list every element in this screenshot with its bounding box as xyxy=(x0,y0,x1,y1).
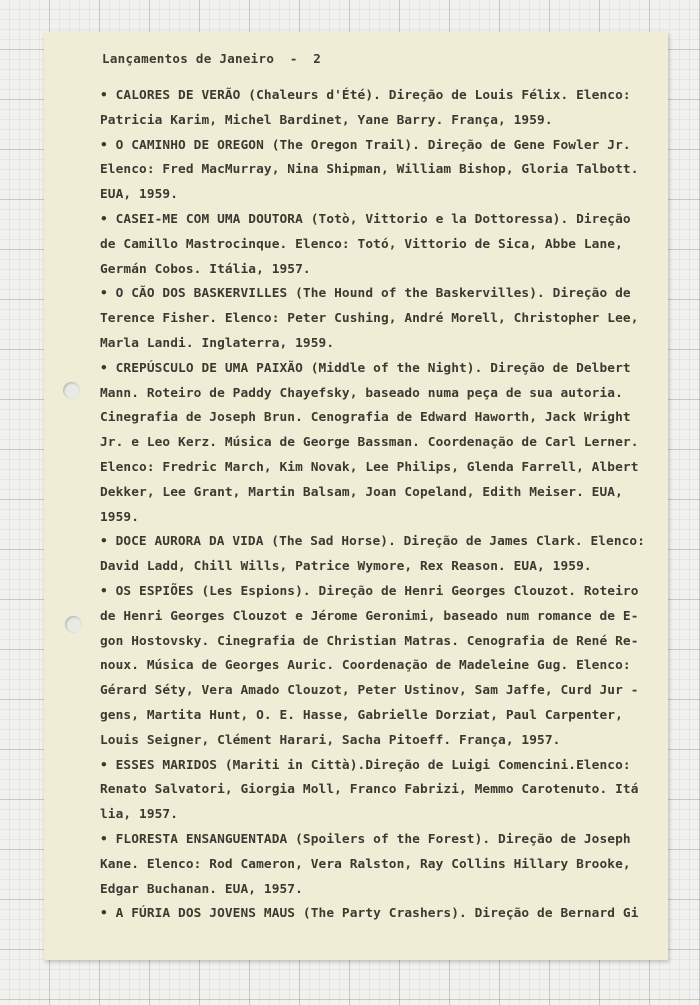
punch-hole xyxy=(63,382,80,399)
text-line: • ESSES MARIDOS (Mariti in Città).Direção de Luigi Comencini.Elenco: xyxy=(100,757,631,773)
text-line: Terence Fisher. Elenco: Peter Cushing, André Morell, Christopher Lee, xyxy=(100,311,639,327)
film-entry xyxy=(100,84,640,134)
text-line: Elenco: Fred MacMurray, Nina Shipman, William Bishop, Gloria Talbott. xyxy=(100,162,639,178)
text-line: • A FÚRIA DOS JOVENS MAUS (The Party Crashers). Direção de Bernard Gi xyxy=(100,906,639,922)
text-line: David Ladd, Chill Wills, Patrice Wymore, Rex Reason. EUA, 1959. xyxy=(100,559,592,575)
text-line: • DOCE AURORA DA VIDA (The Sad Horse). Direção de James Clark. Elenco: xyxy=(100,534,645,550)
text-line: • FLORESTA ENSANGUENTADA (Spoilers of the Forest). Direção de Joseph xyxy=(100,831,631,847)
film-entry xyxy=(100,208,640,282)
text-line: • O CÃO DOS BASKERVILLES (The Hound of the Baskervilles). Direção de xyxy=(100,286,631,302)
text-line: • CREPÚSCULO DE UMA PAIXÃO (Middle of the Night). Direção de Delbert xyxy=(100,360,631,376)
text-line: Renato Salvatori, Giorgia Moll, Franco Fabrizi, Memmo Carotenuto. Itá xyxy=(100,782,639,798)
text-line: Kane. Elenco: Rod Cameron, Vera Ralston, Ray Collins Hillary Brooke, xyxy=(100,856,631,872)
text-line: Gérard Séty, Vera Amado Clouzot, Peter Ustinov, Sam Jaffe, Curd Jur - xyxy=(100,683,639,699)
text-line: EUA, 1959. xyxy=(100,187,179,203)
text-line: Mann. Roteiro de Paddy Chayefsky, baseado numa peça de sua autoria. xyxy=(100,385,623,401)
film-entry xyxy=(100,134,640,208)
text-line: Dekker, Lee Grant, Martin Balsam, Joan Copeland, Edith Meiser. EUA, xyxy=(100,484,623,500)
punch-hole xyxy=(65,616,82,633)
film-entry xyxy=(100,580,640,754)
text-line: Patricia Karim, Michel Bardinet, Yane Barry. França, 1959. xyxy=(100,112,553,128)
film-entry xyxy=(100,754,640,828)
text-line: noux. Música de Georges Auric. Coordenação de Madeleine Gug. Elenco: xyxy=(100,658,631,674)
text-line: • OS ESPIÕES (Les Espions). Direção de Henri Georges Clouzot. Roteiro xyxy=(100,583,639,599)
text-line: Marla Landi. Inglaterra, 1959. xyxy=(100,335,335,351)
text-line: 1959. xyxy=(100,509,140,525)
typed-page xyxy=(44,32,668,960)
film-entry xyxy=(100,357,640,531)
text-line: Germán Cobos. Itália, 1957. xyxy=(100,261,311,277)
text-line: Jr. e Leo Kerz. Música de George Bassman. Coordenação de Carl Lerner. xyxy=(100,435,639,451)
text-line: Elenco: Fredric March, Kim Novak, Lee Philips, Glenda Farrell, Albert xyxy=(100,459,639,475)
text-line: • CASEI-ME COM UMA DOUTORA (Totò, Vittorio e la Dottoressa). Direção xyxy=(100,211,631,227)
text-line: de Henri Georges Clouzot e Jérome Geronimi, baseado num romance de E- xyxy=(100,608,639,624)
text-line: • CALORES DE VERÃO (Chaleurs d'Été). Direção de Louis Félix. Elenco: xyxy=(100,88,631,103)
text-line: gens, Martita Hunt, O. E. Hasse, Gabrielle Dorziat, Paul Carpenter, xyxy=(100,707,623,723)
text-line: Cinegrafia de Joseph Brun. Cenografia de Edward Haworth, Jack Wright xyxy=(100,410,631,426)
page-header: Lançamentos de Janeiro - 2 xyxy=(102,51,322,66)
text-line: gon Hostovsky. Cinegrafia de Christian Matras. Cenografia de René Re- xyxy=(100,633,639,649)
text-line: Louis Seigner, Clément Harari, Sacha Pitoeff. França, 1957. xyxy=(100,732,561,748)
text-line: lia, 1957. xyxy=(100,807,179,823)
text-line: • O CAMINHO DE OREGON (The Oregon Trail). Direção de Gene Fowler Jr. xyxy=(100,137,631,153)
text-line: Edgar Buchanan. EUA, 1957. xyxy=(100,881,303,897)
film-entry xyxy=(100,902,640,927)
film-list xyxy=(100,84,645,927)
film-entry xyxy=(100,530,645,580)
film-entry xyxy=(100,828,640,902)
film-entry xyxy=(100,282,640,356)
text-line: de Camillo Mastrocinque. Elenco: Totó, Vittorio de Sica, Abbe Lane, xyxy=(100,236,623,252)
